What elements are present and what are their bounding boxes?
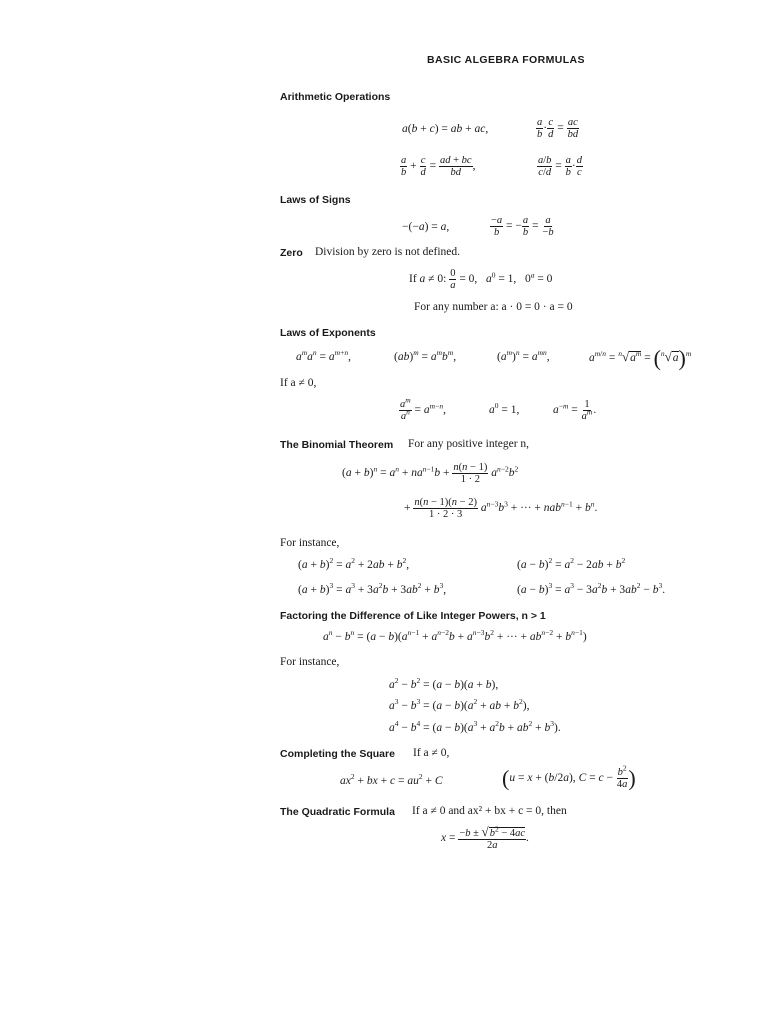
formula-difference-of-squares: $a^2 - b^2 = (a - b)(a + b)$, — [389, 676, 499, 691]
formula-square-of-sum: $(a + b)^2 = a^2 + 2ab + b^2$, — [298, 556, 410, 571]
heading-arithmetic-operations: Arithmetic Operations — [280, 91, 391, 103]
formula-rational-exponent: $a^{m/n} = ^n√a^m = (^n√a)^m$ — [589, 345, 692, 371]
formula-square-substitution: (u = x + (b/2a), C = c − $\frac{b^2}{4a}$ ) — [502, 763, 636, 791]
formula-completing-square: $ax^2$ + bx + $c = au^2 + C$ — [340, 772, 443, 787]
formula-fraction-add: $\frac{a}{b}$ + $\frac{c}{d}$ = $\frac{ad + bc}{bd}$ , — [401, 155, 476, 178]
formula-cube-of-sum: $(a + b)^3 = a^3 + 3a^2b + 3ab^2 + b^3$, — [298, 581, 447, 596]
heading-laws-of-signs: Laws of Signs — [280, 194, 351, 206]
formula-fraction-divide: $\frac{a/b}{c/d}$ = $\frac{a}{b}$ · $\frac{d}{c}$ — [538, 155, 583, 178]
heading-completing-the-square: Completing the Square — [280, 748, 395, 760]
formula-zero-rules: If a ≠ 0: $\frac{0}{a}$ = 0, $a^0 = 1$, 0$^a$ = 0 — [409, 268, 553, 291]
formula-difference-of-powers: $a^n - b^n = (a - b)(a^{n-1} + a^{n-2}b + a^{n-3}b^2$ + ··· + $ab^{n-2} + b^{n-1}$) — [323, 628, 587, 643]
formula-binomial-line2: + $\frac{n(n - 1)(n - 2)}{1 \cdot 2 \cdot 3}$ $a^{n-3}b^3$ + ··· + $nab^{n-1} + b^n$. — [404, 497, 598, 520]
quadratic-condition: If a ≠ 0 and ax² + bx + c = 0, then — [412, 805, 567, 817]
heading-zero: Zero — [280, 247, 303, 259]
formula-square-of-difference: $(a - b)^2 = a^2 - 2ab + b^2$ — [517, 556, 626, 571]
zero-description: Division by zero is not defined. — [315, 246, 461, 258]
page-title: BASIC ALGEBRA FORMULAS — [427, 54, 585, 66]
heading-laws-of-exponents: Laws of Exponents — [280, 327, 376, 339]
heading-factoring: Factoring the Difference of Like Integer Powers, n > 1 — [280, 610, 546, 622]
formula-negative-fraction: $\frac{-a}{b}$ = − $\frac{a}{b}$ = $\frac{a}{-b}$ — [491, 215, 554, 238]
exponents-condition: If a ≠ 0, — [280, 377, 317, 389]
formula-power-of-power: $(a^m)^n = a^{mn}$, — [497, 348, 550, 363]
formula-power-of-product: $(ab)^m = a^mb^m$, — [394, 348, 457, 363]
factoring-for-instance: For instance, — [280, 656, 340, 668]
formula-zero-product: For any number a: a · 0 = 0 · a = 0 — [414, 301, 573, 313]
formula-fraction-multiply: $\frac{a}{b}$ · $\frac{c}{d}$ = $\frac{ac}{bd}$ — [537, 117, 579, 140]
formula-binomial-line1: $(a + b)^n = a^n + na^{n-1}b$ + $\frac{n(n - 1)}{1 \cdot 2}$ $a^{n-2}b^2$ — [342, 462, 519, 485]
binomial-description: For any positive integer n, — [408, 438, 530, 450]
formula-distributive: a(b + c) = ab + ac, — [402, 123, 489, 135]
heading-quadratic-formula: The Quadratic Formula — [280, 806, 395, 818]
formula-product-rule: $a^ma^n = a^{m+n}$, — [296, 348, 351, 363]
formula-difference-of-cubes: $a^3 - b^3 = (a - b)(a^2$ + ab + $b^2$), — [389, 697, 530, 712]
heading-binomial-theorem: The Binomial Theorem — [280, 439, 394, 451]
binomial-for-instance: For instance, — [280, 537, 340, 549]
square-condition: If a ≠ 0, — [413, 747, 450, 759]
formula-negative-exponent: $a^{-m}$ = $\frac{1}{a^m}$ . — [553, 399, 597, 422]
formula-double-negative: −(−a) = a, — [402, 221, 450, 233]
formula-zero-exponent: $a^0 = 1$, — [489, 401, 520, 416]
formula-difference-of-fourth-powers: $a^4 - b^4 = (a - b)(a^3 + a^2b + ab^2 + b^3)$. — [389, 719, 561, 734]
formula-quotient-rule: $\frac{a^m}{a^n}$ = $a^{m-n}$, — [400, 395, 446, 422]
formula-quadratic: x = $\frac{-b \pm √b^2 - 4ac}{2a}$ . — [441, 824, 529, 851]
formula-cube-of-difference: $(a - b)^3 = a^3 - 3a^2b + 3ab^2 - b^3$. — [517, 581, 666, 596]
